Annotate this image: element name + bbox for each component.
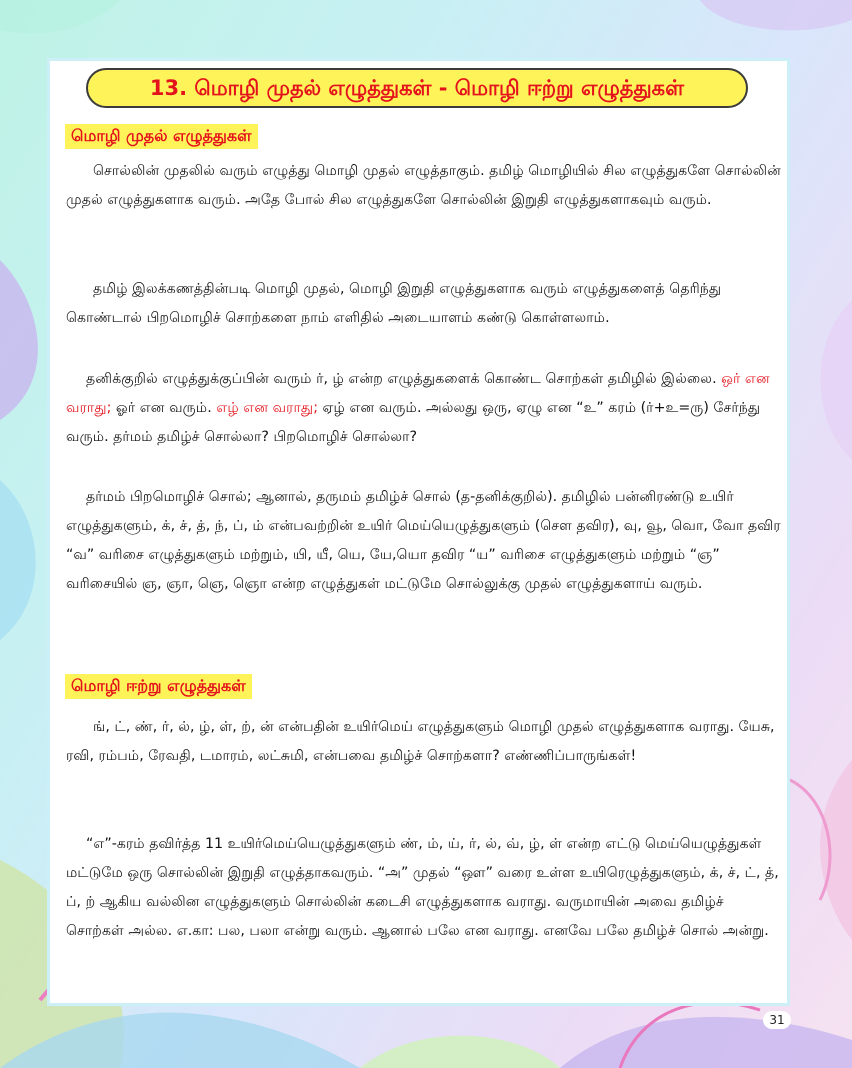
paragraph: “எ”-கரம் தவிர்த்த 11 உயிர்மெய்யெழுத்துகளும் ண், ம், ய், ர், ல், வ், ழ், ள் என்ற எட்டு மெய்யெழுத்துகள் மட்டுமே ஒரு சொல்லின் இறுதி எழுத்தாகவரும். “அ” முதல் “ஔ” வரை உள்ள உயிரெழுத்துகளும், க், ச், ட், த், ப், ற் ஆகிய வல்லின எழுத்துகளும் சொல்லின் கடைசி எழுத்துகளாக வராது. வருமாயின் அவை தமிழ்ச் சொற்கள் அல்ல. எ.கா: பல, பலா என்று வரும். ஆனால் பலே என வராது. எனவே பலே தமிழ்ச் சொல் அன்று.	[66, 836, 779, 939]
paragraph: தர்மம் பிறமொழிச் சொல்; ஆனால், தருமம் தமிழ்ச் சொல் (த-தனிக்குறில்). தமிழில் பன்னிரண்டு உயிர் எழுத்துகளும், க், ச், த், ந், ப், ம் என்பவற்றின் உயிர் மெய்யெழுத்துகளும் (சௌ தவிர), வு, வூ, வொ, வோ தவிர “வ” வரிசை எழுத்துகளும் மற்றும், யி, யீ, யெ, யே,யொ தவிர “ய” வரிசை எழுத்துகளும் மற்றும் “ஞ” வரிசையில் ஞ, ஞா, ஞெ, ஞொ என்ற எழுத்துகள் மட்டுமே சொல்லுக்கு முதல் எழுத்துகளாய் வரும்.	[66, 489, 781, 592]
paragraph-text: தனிக்குறில் எழுத்துக்குப்பின் வரும் ர், ழ் என்ற எழுத்துகளைக் கொண்ட சொற்கள் தமிழில் இல்லை.	[86, 371, 722, 387]
section-heading-word-initial: மொழி முதல் எழுத்துகள்	[65, 124, 258, 149]
paragraph: தமிழ் இலக்கணத்தின்படி மொழி முதல், மொழி இறுதி எழுத்துகளாக வரும் எழுத்துகளைத் தெரிந்து கொண்டால் பிறமொழிச் சொற்களை நாம் எளிதில் அடையாளம் கண்டு கொள்ளலாம்.	[66, 281, 722, 326]
paragraph: சொல்லின் முதலில் வரும் எழுத்து மொழி முதல் எழுத்தாகும். தமிழ் மொழியில் சில எழுத்துகளே சொல்லின் முதல் எழுத்துகளாக வரும். அதே போல் சில எழுத்துகளே சொல்லின் இறுதி எழுத்துகளாகவும் வரும்.	[66, 163, 781, 208]
paragraph-text: ஓர் என வரும்.	[111, 400, 217, 416]
paragraph	[66, 365, 786, 452]
page-title: 13. மொழி முதல் எழுத்துகள் - மொழி ஈற்று எழுத்துகள்	[86, 68, 748, 108]
page-number: 31	[763, 1011, 791, 1029]
section-heading-word-final: மொழி ஈற்று எழுத்துகள்	[65, 674, 252, 699]
paragraph: ங், ட், ண், ர், ல், ழ், ள், ற், ன் என்பதின் உயிர்மெய் எழுத்துகளும் மொழி முதல் எழுத்துகளாக வராது. யேசு, ரவி, ரம்பம், ரேவதி, டமாரம், லட்சுமி, என்பவை தமிழ்ச் சொற்களா? எண்ணிப்பாருங்கள்!	[66, 719, 775, 764]
incorrect-example: ஒர் என வராது;	[66, 371, 770, 416]
incorrect-example: எழ் என வராது;	[216, 400, 318, 416]
paragraph-text: ஏழ் என வரும். அல்லது ஒரு, ஏழு என “உ” கரம் (ர்+உ=ரு) சேர்ந்து வரும். தர்மம் தமிழ்ச் சொல்லா? பிறமொழிச் சொல்லா?	[66, 400, 761, 445]
